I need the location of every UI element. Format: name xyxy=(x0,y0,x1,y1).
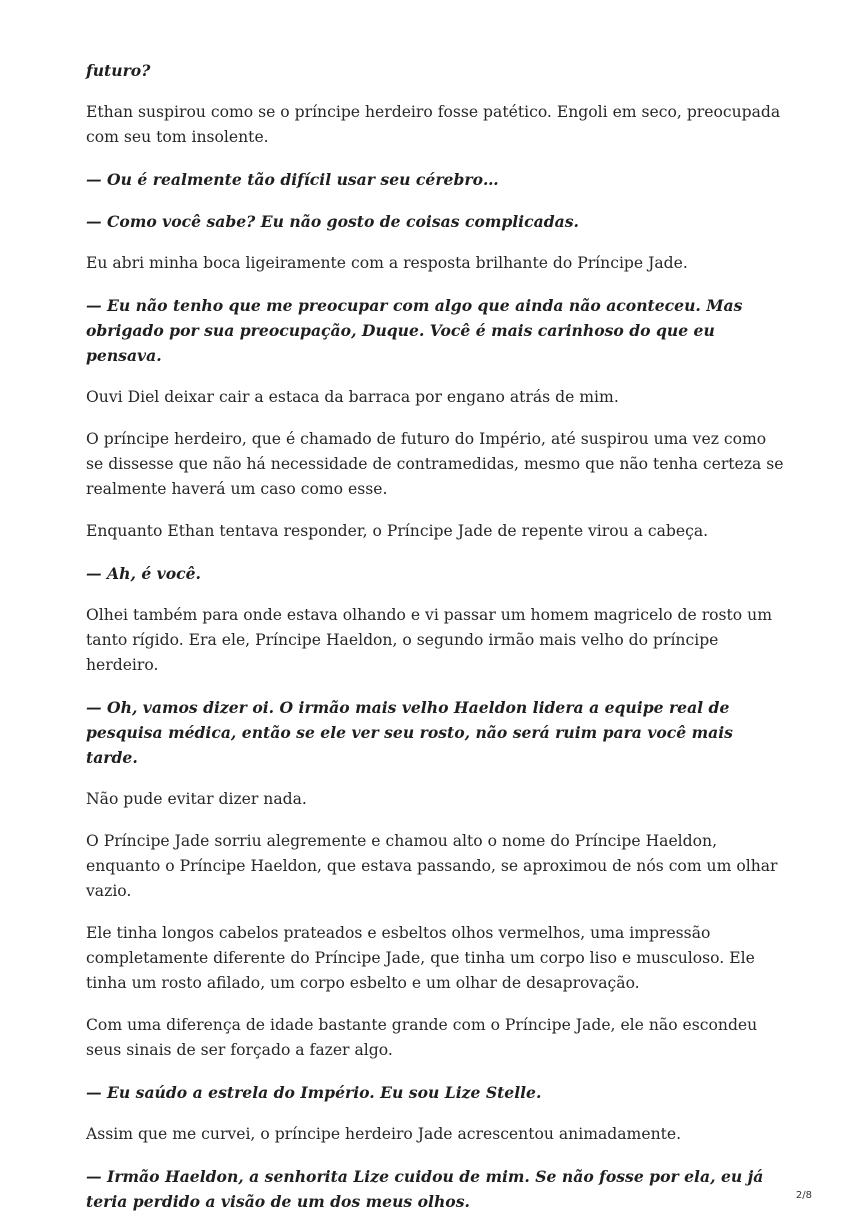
paragraph: Não pude evitar dizer nada. xyxy=(86,790,307,808)
document-body xyxy=(86,58,786,1231)
paragraph-dialog: futuro? xyxy=(86,61,151,80)
page-number: 2/8 xyxy=(795,1190,812,1201)
paragraph: Enquanto Ethan tentava responder, o Príncipe Jade de repente virou a cabeça. xyxy=(86,522,709,540)
paragraph-dialog: — Irmão Haeldon, a senhorita Lize cuidou de mim. Se não fosse por ela, eu já teria perdido a visão de um dos meus olhos. xyxy=(86,1167,764,1211)
paragraph: O Príncipe Jade sorriu alegremente e chamou alto o nome do Príncipe Haeldon, enquanto o Príncipe Haeldon, que estava passando, se aproximou de nós com um olhar vazio. xyxy=(86,832,778,900)
paragraph: Com uma diferença de idade bastante grande com o Príncipe Jade, ele não escondeu seus sinais de ser forçado a fazer algo. xyxy=(86,1016,758,1059)
paragraph: Ouvi Diel deixar cair a estaca da barraca por engano atrás de mim. xyxy=(86,388,619,406)
paragraph: Olhei também para onde estava olhando e vi passar um homem magricelo de rosto um tanto rígido. Era ele, Príncipe Haeldon, o segundo irmão mais velho do príncipe herdeiro. xyxy=(86,606,772,674)
paragraph: Ethan suspirou como se o príncipe herdeiro fosse patético. Engoli em seco, preocupada com seu tom insolente. xyxy=(86,103,781,146)
paragraph-dialog: — Eu saúdo a estrela do Império. Eu sou Lize Stelle. xyxy=(86,1083,542,1102)
paragraph: Ele tinha longos cabelos prateados e esbeltos olhos vermelhos, uma impressão completamente diferente do Príncipe Jade, que tinha um corpo liso e musculoso. Ele tinha um rosto afilado, um corpo esbelto e um olhar de desaprovação. xyxy=(86,924,755,992)
paragraph-dialog: — Oh, vamos dizer oi. O irmão mais velho Haeldon lidera a equipe real de pesquisa médica, então se ele ver seu rosto, não será ruim para você mais tarde. xyxy=(86,698,733,767)
paragraph-dialog: — Ah, é você. xyxy=(86,564,201,583)
paragraph: Eu abri minha boca ligeiramente com a resposta brilhante do Príncipe Jade. xyxy=(86,254,688,272)
paragraph-dialog: — Ou é realmente tão difícil usar seu cérebro… xyxy=(86,170,499,189)
paragraph: O príncipe herdeiro, que é chamado de futuro do Império, até suspirou uma vez como se dissesse que não há necessidade de contramedidas, mesmo que não tenha certeza se realmente haverá um caso como esse. xyxy=(86,430,784,498)
paragraph-dialog: — Eu não tenho que me preocupar com algo que ainda não aconteceu. Mas obrigado por sua preocupação, Duque. Você é mais carinhoso do que eu pensava. xyxy=(86,296,743,365)
paragraph: Assim que me curvei, o príncipe herdeiro Jade acrescentou animadamente. xyxy=(86,1125,682,1143)
paragraph-dialog: — Como você sabe? Eu não gosto de coisas complicadas. xyxy=(86,212,579,231)
